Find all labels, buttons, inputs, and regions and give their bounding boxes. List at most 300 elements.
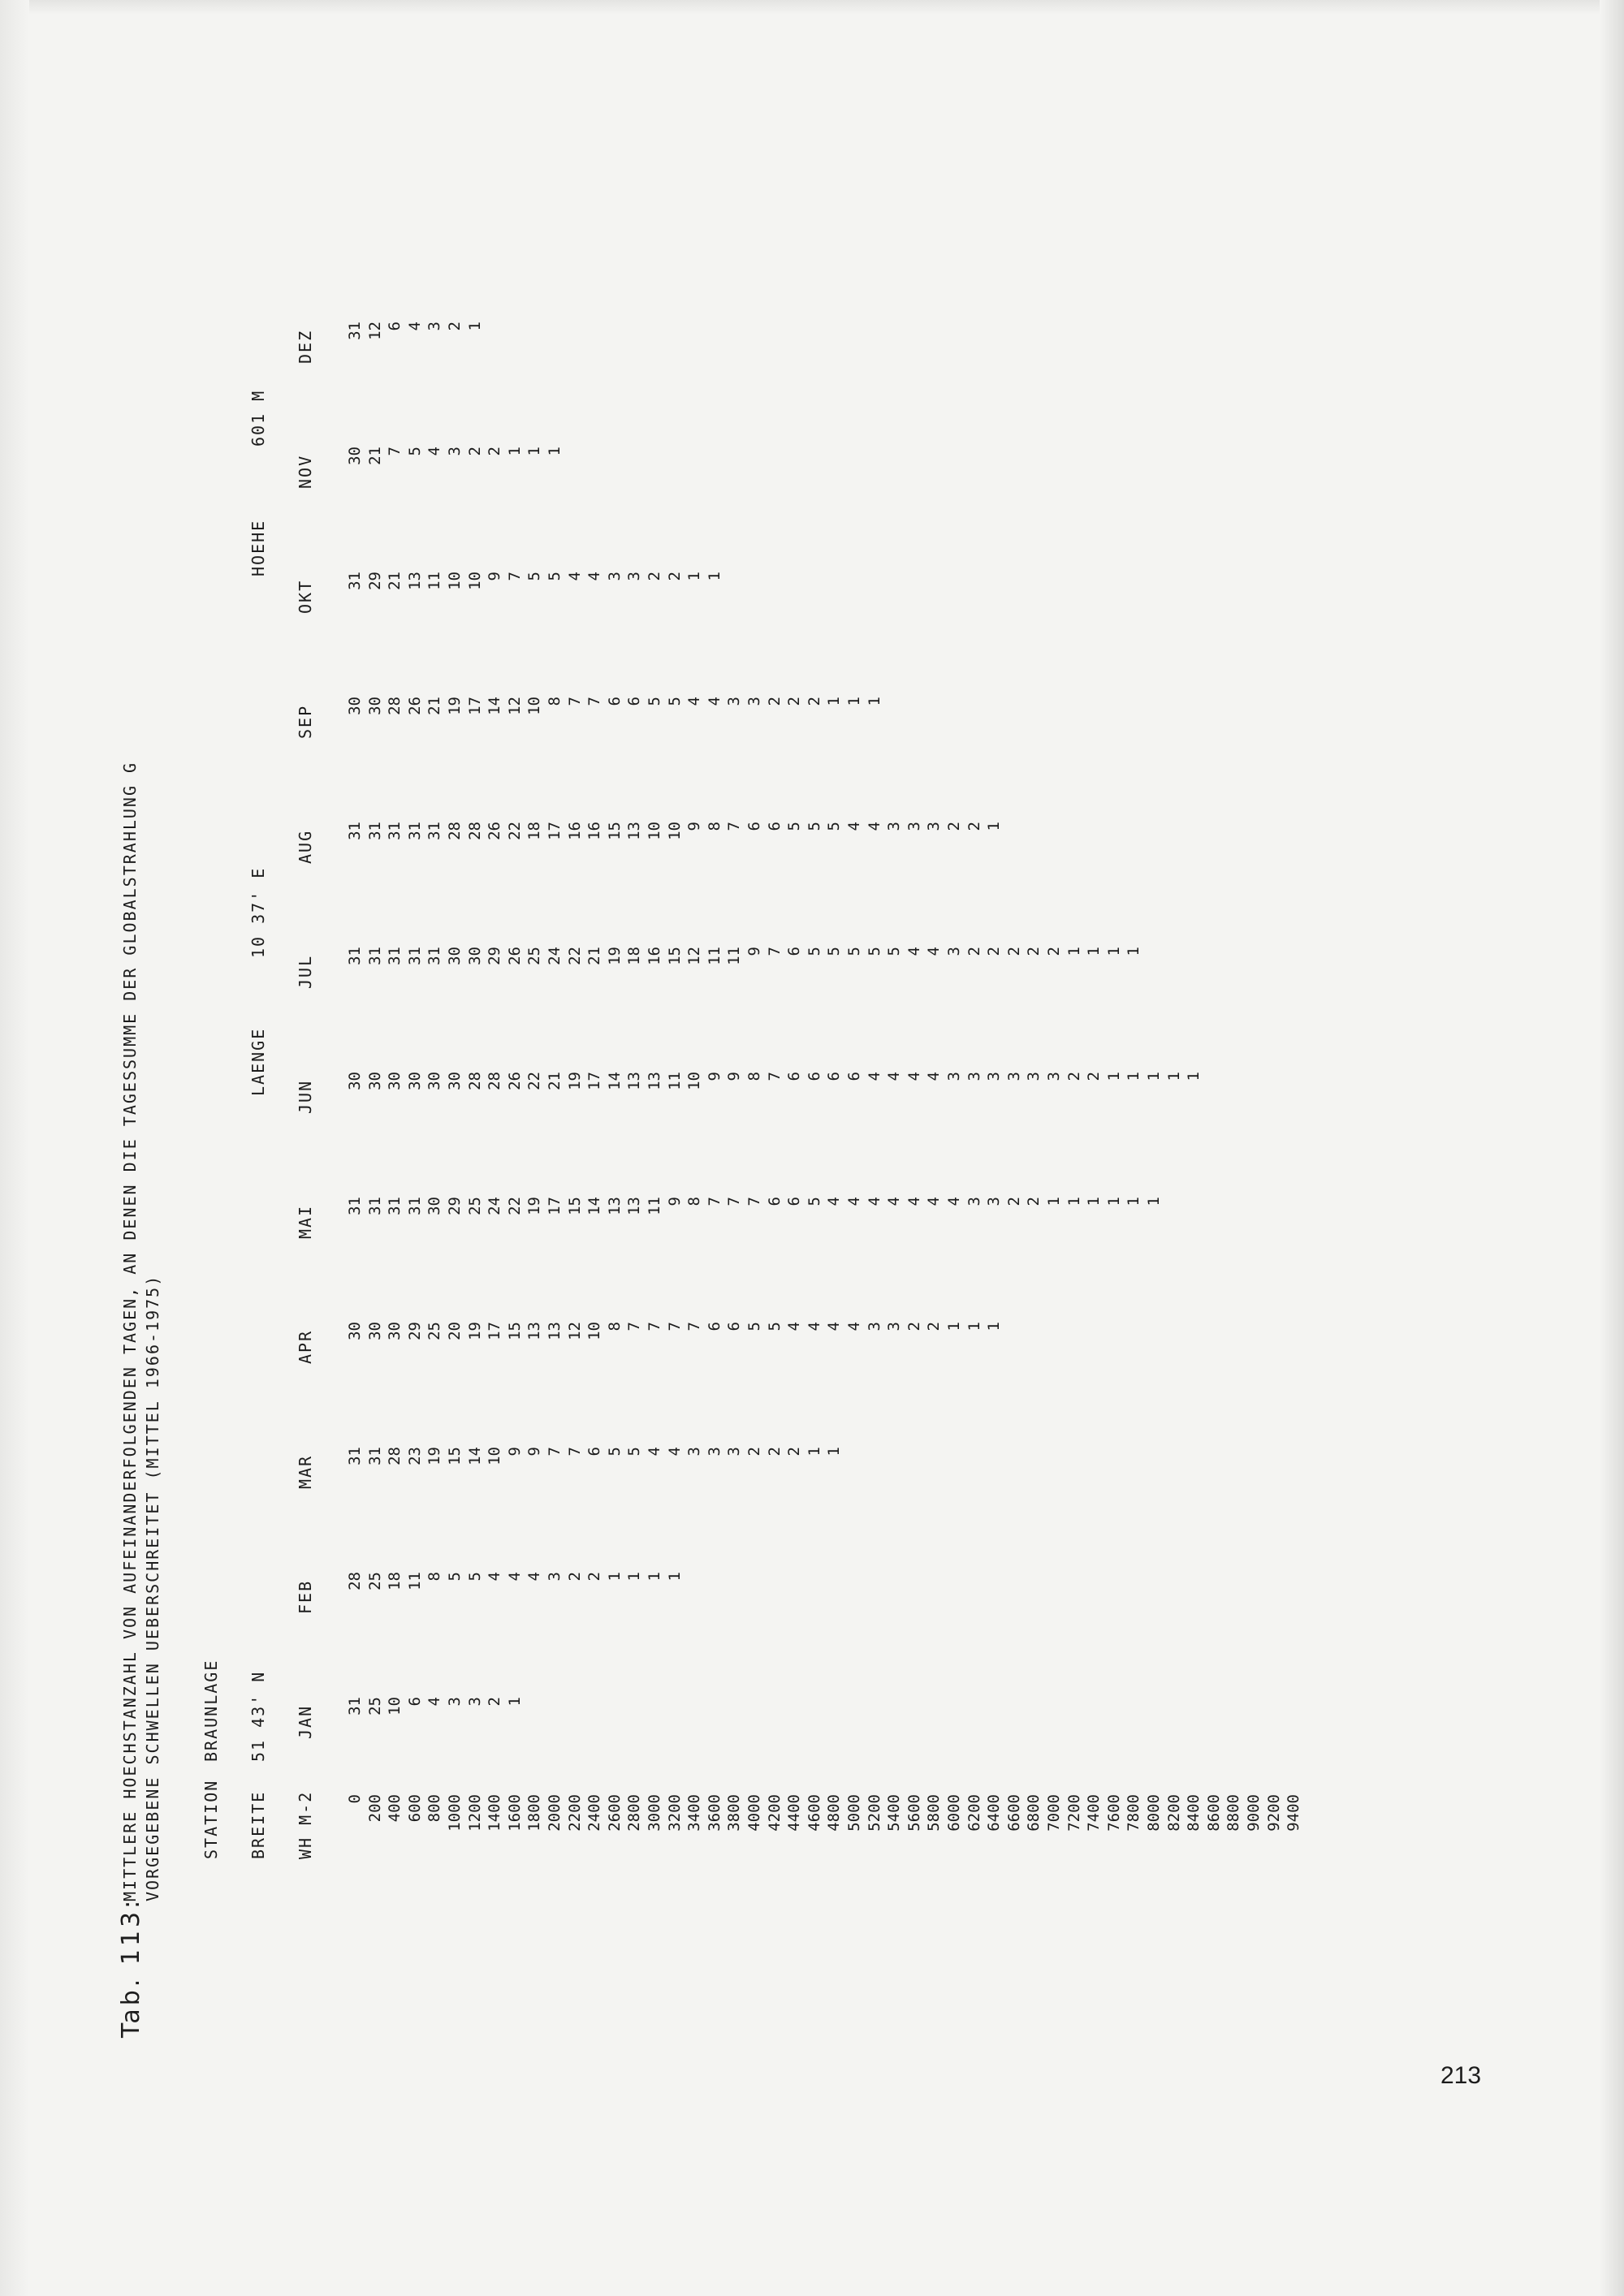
value-cell-mar: 28 xyxy=(386,1447,404,1465)
value-cell-apr: 29 xyxy=(405,1322,424,1340)
value-cell-jul: 19 xyxy=(605,947,624,965)
threshold-cell: 8200 xyxy=(1164,1794,1183,1832)
table-row xyxy=(446,322,467,2038)
threshold-cell: 6800 xyxy=(1025,1794,1043,1832)
value-cell-jul: 11 xyxy=(705,947,723,965)
value-cell-apr: 2 xyxy=(925,1322,944,1331)
value-cell-mar: 5 xyxy=(625,1447,644,1457)
value-cell-sep: 1 xyxy=(825,697,844,706)
table-row xyxy=(1165,414,1186,2038)
value-cell-jul: 18 xyxy=(625,947,644,965)
value-cell-mai: 4 xyxy=(945,1197,963,1206)
value-cell-dez: 31 xyxy=(346,322,364,340)
value-cell-jun: 14 xyxy=(605,1072,624,1090)
value-cell-mai: 4 xyxy=(845,1197,863,1206)
value-cell-mai: 11 xyxy=(646,1197,663,1215)
value-cell-apr: 3 xyxy=(885,1322,904,1331)
month-header-mar: MAR xyxy=(296,1454,315,1489)
table-row xyxy=(1205,414,1226,2038)
value-cell-nov: 1 xyxy=(546,447,564,456)
value-cell-apr: 4 xyxy=(825,1322,844,1331)
table-row xyxy=(465,322,487,2038)
value-cell-jul: 21 xyxy=(585,947,604,965)
value-cell-sep: 6 xyxy=(625,697,644,706)
value-cell-mai: 3 xyxy=(965,1197,983,1206)
value-cell-jun: 3 xyxy=(1045,1072,1063,1081)
value-cell-jul: 2 xyxy=(1025,947,1043,956)
table-row xyxy=(365,322,387,2038)
longitude-label: LAENGE xyxy=(248,1027,268,1096)
value-cell-aug: 28 xyxy=(465,822,484,840)
value-cell-mar: 2 xyxy=(785,1447,804,1457)
table-row xyxy=(486,414,507,2038)
value-cell-nov: 1 xyxy=(525,447,544,456)
value-cell-jul: 16 xyxy=(646,947,663,965)
threshold-cell: 4600 xyxy=(805,1794,823,1832)
value-cell-jan: 3 xyxy=(446,1697,464,1707)
value-cell-jul: 9 xyxy=(745,947,763,956)
value-cell-mar: 10 xyxy=(486,1447,504,1465)
value-cell-apr: 4 xyxy=(805,1322,823,1331)
table-row xyxy=(1245,414,1266,2038)
table-row xyxy=(546,414,567,2038)
scan-edge-left xyxy=(0,0,29,2296)
threshold-cell: 400 xyxy=(386,1794,404,1823)
value-cell-mar: 4 xyxy=(646,1447,663,1457)
value-cell-mai: 15 xyxy=(565,1197,584,1215)
value-cell-jun: 17 xyxy=(585,1072,604,1090)
value-cell-feb: 1 xyxy=(625,1572,644,1582)
value-cell-mai: 7 xyxy=(725,1197,744,1206)
value-cell-nov: 4 xyxy=(425,447,444,456)
threshold-cell: 200 xyxy=(365,1794,384,1823)
value-cell-aug: 2 xyxy=(965,822,983,831)
value-cell-feb: 11 xyxy=(405,1572,424,1590)
table-row xyxy=(845,414,866,2038)
threshold-cell: 5000 xyxy=(845,1794,863,1832)
value-cell-jun: 1 xyxy=(1125,1072,1143,1081)
value-cell-mai: 2 xyxy=(1025,1197,1043,1206)
table-row xyxy=(646,414,667,2038)
value-cell-nov: 30 xyxy=(346,447,364,465)
value-cell-apr: 17 xyxy=(486,1322,504,1340)
value-cell-okt: 5 xyxy=(525,572,544,581)
table-row xyxy=(1265,414,1286,2038)
value-cell-jun: 2 xyxy=(1085,1072,1104,1081)
value-cell-sep: 28 xyxy=(386,697,404,715)
value-cell-jan: 4 xyxy=(425,1697,444,1707)
month-header-jun: JUN xyxy=(296,1079,315,1114)
value-cell-feb: 28 xyxy=(346,1572,364,1590)
threshold-cell: 8000 xyxy=(1145,1794,1163,1832)
month-header-jan: JAN xyxy=(296,1704,315,1739)
value-cell-jun: 11 xyxy=(665,1072,684,1090)
threshold-cell: 800 xyxy=(425,1794,444,1823)
table-row xyxy=(1045,414,1066,2038)
value-cell-sep: 3 xyxy=(745,697,763,706)
threshold-cell: 2600 xyxy=(605,1794,624,1832)
value-cell-jul: 1 xyxy=(1065,947,1083,956)
value-cell-aug: 17 xyxy=(546,822,564,840)
table-row xyxy=(806,414,827,2038)
value-cell-jul: 30 xyxy=(446,947,464,965)
longitude-value: 10 37' E xyxy=(248,866,268,958)
month-header-dez: DEZ xyxy=(296,329,315,364)
threshold-cell: 9200 xyxy=(1264,1794,1283,1832)
value-cell-aug: 6 xyxy=(765,822,784,831)
value-cell-sep: 19 xyxy=(446,697,464,715)
value-cell-mai: 1 xyxy=(1145,1197,1163,1206)
value-cell-mai: 31 xyxy=(365,1197,384,1215)
value-cell-apr: 8 xyxy=(605,1322,624,1331)
value-cell-apr: 30 xyxy=(386,1322,404,1340)
value-cell-jul: 3 xyxy=(945,947,963,956)
value-cell-apr: 30 xyxy=(346,1322,364,1340)
table-row xyxy=(945,414,966,2038)
value-cell-jun: 3 xyxy=(965,1072,983,1081)
value-cell-apr: 4 xyxy=(785,1322,804,1331)
value-cell-aug: 31 xyxy=(405,822,424,840)
value-cell-apr: 7 xyxy=(665,1322,684,1331)
value-cell-apr: 5 xyxy=(765,1322,784,1331)
value-cell-jun: 19 xyxy=(565,1072,584,1090)
threshold-cell: 8400 xyxy=(1185,1794,1203,1832)
month-header-apr: APR xyxy=(296,1329,315,1364)
value-cell-jun: 21 xyxy=(546,1072,564,1090)
value-cell-mai: 17 xyxy=(546,1197,564,1215)
value-cell-sep: 30 xyxy=(346,697,364,715)
value-cell-jun: 10 xyxy=(685,1072,704,1090)
value-cell-sep: 7 xyxy=(565,697,584,706)
value-cell-apr: 1 xyxy=(945,1322,963,1331)
threshold-cell: 8800 xyxy=(1224,1794,1243,1832)
table-row xyxy=(825,414,846,2038)
value-cell-aug: 18 xyxy=(525,822,544,840)
station-label: STATION xyxy=(201,1779,221,1859)
table-title-line-1: MITTLERE HOECHSTANZAHL VON AUFEINANDERFOLGENDEN TAGEN, AN DENEN DIE TAGESSUMME DER GLOBALSTRAHLUNG G xyxy=(120,761,140,1901)
value-cell-mar: 31 xyxy=(365,1447,384,1465)
value-cell-dez: 12 xyxy=(365,322,384,340)
value-cell-mai: 6 xyxy=(785,1197,804,1206)
data-table xyxy=(296,252,1384,2038)
table-row xyxy=(425,322,447,2038)
value-cell-jun: 6 xyxy=(825,1072,844,1081)
table-row xyxy=(985,414,1006,2038)
value-cell-aug: 16 xyxy=(585,822,604,840)
threshold-cell: 7000 xyxy=(1045,1794,1063,1832)
rotated-table-page xyxy=(114,89,1413,2038)
value-cell-apr: 15 xyxy=(505,1322,524,1340)
threshold-cell: 5200 xyxy=(865,1794,883,1832)
table-row xyxy=(925,414,946,2038)
value-cell-apr: 3 xyxy=(865,1322,883,1331)
value-cell-sep: 10 xyxy=(525,697,544,715)
value-cell-jan: 1 xyxy=(505,1697,524,1707)
value-cell-okt: 11 xyxy=(425,572,444,590)
value-cell-apr: 20 xyxy=(446,1322,464,1340)
value-cell-jun: 7 xyxy=(765,1072,784,1081)
value-cell-apr: 5 xyxy=(745,1322,763,1331)
value-cell-nov: 1 xyxy=(505,447,524,456)
value-cell-dez: 1 xyxy=(465,322,484,331)
value-cell-apr: 25 xyxy=(425,1322,444,1340)
value-cell-aug: 4 xyxy=(865,822,883,831)
value-cell-sep: 6 xyxy=(605,697,624,706)
value-cell-jun: 30 xyxy=(365,1072,384,1090)
value-cell-sep: 12 xyxy=(505,697,524,715)
value-cell-jun: 13 xyxy=(646,1072,663,1090)
table-row xyxy=(965,414,987,2038)
value-cell-aug: 31 xyxy=(425,822,444,840)
value-cell-feb: 1 xyxy=(646,1572,663,1582)
table-row xyxy=(606,414,627,2038)
value-cell-aug: 1 xyxy=(985,822,1004,831)
value-cell-dez: 2 xyxy=(446,322,464,331)
value-cell-mai: 3 xyxy=(985,1197,1004,1206)
value-cell-okt: 13 xyxy=(405,572,424,590)
value-cell-mar: 7 xyxy=(546,1447,564,1457)
value-cell-jun: 6 xyxy=(845,1072,863,1081)
table-number: Tab. 113: xyxy=(117,1897,145,2038)
value-cell-sep: 21 xyxy=(425,697,444,715)
value-cell-jul: 5 xyxy=(885,947,904,956)
value-cell-jun: 8 xyxy=(745,1072,763,1081)
threshold-cell: 600 xyxy=(405,1794,424,1823)
table-title-line-2: VORGEGEBENE SCHWELLEN UEBERSCHREITET (MITTEL 1966-1975) xyxy=(143,1274,162,1901)
value-cell-apr: 30 xyxy=(365,1322,384,1340)
value-cell-mai: 2 xyxy=(1004,1197,1023,1206)
value-cell-feb: 5 xyxy=(465,1572,484,1582)
value-cell-sep: 14 xyxy=(486,697,504,715)
altitude-label: HOEHE xyxy=(248,519,268,576)
table-row xyxy=(1005,414,1026,2038)
value-cell-apr: 19 xyxy=(465,1322,484,1340)
value-cell-aug: 6 xyxy=(745,822,763,831)
value-cell-aug: 9 xyxy=(685,822,704,831)
value-cell-jun: 3 xyxy=(1025,1072,1043,1081)
value-cell-mai: 1 xyxy=(1065,1197,1083,1206)
table-row xyxy=(1185,414,1206,2038)
value-cell-aug: 16 xyxy=(565,822,584,840)
value-cell-aug: 5 xyxy=(785,822,804,831)
value-cell-feb: 8 xyxy=(425,1572,444,1582)
value-cell-okt: 9 xyxy=(486,572,504,581)
value-cell-jun: 28 xyxy=(486,1072,504,1090)
month-header-nov: NOV xyxy=(296,454,315,489)
table-row xyxy=(1025,414,1046,2038)
value-cell-dez: 6 xyxy=(386,322,404,331)
value-cell-mar: 9 xyxy=(505,1447,524,1457)
value-cell-sep: 4 xyxy=(705,697,723,706)
value-cell-jul: 4 xyxy=(925,947,944,956)
value-cell-aug: 10 xyxy=(646,822,663,840)
value-cell-aug: 3 xyxy=(925,822,944,831)
threshold-cell: 9000 xyxy=(1245,1794,1263,1832)
table-row xyxy=(1085,414,1106,2038)
value-cell-mar: 9 xyxy=(525,1447,544,1457)
value-cell-mai: 1 xyxy=(1104,1197,1123,1206)
table-row xyxy=(725,414,746,2038)
value-cell-mai: 4 xyxy=(865,1197,883,1206)
value-cell-mar: 3 xyxy=(705,1447,723,1457)
threshold-cell: 6200 xyxy=(965,1794,983,1832)
threshold-cell: 1600 xyxy=(505,1794,524,1832)
value-cell-nov: 3 xyxy=(446,447,464,456)
value-cell-jul: 29 xyxy=(486,947,504,965)
value-cell-jun: 30 xyxy=(405,1072,424,1090)
value-cell-mar: 3 xyxy=(685,1447,704,1457)
threshold-cell: 2400 xyxy=(585,1794,604,1832)
value-cell-jun: 6 xyxy=(805,1072,823,1081)
table-row xyxy=(405,322,427,2038)
threshold-cell: 5400 xyxy=(885,1794,904,1832)
value-cell-jun: 3 xyxy=(1004,1072,1023,1081)
value-cell-mai: 13 xyxy=(625,1197,644,1215)
value-cell-jun: 4 xyxy=(865,1072,883,1081)
value-cell-nov: 7 xyxy=(386,447,404,456)
value-cell-mar: 2 xyxy=(745,1447,763,1457)
value-cell-sep: 2 xyxy=(805,697,823,706)
value-cell-apr: 7 xyxy=(685,1322,704,1331)
value-cell-jan: 3 xyxy=(465,1697,484,1707)
value-cell-feb: 25 xyxy=(365,1572,384,1590)
value-cell-jul: 15 xyxy=(665,947,684,965)
value-cell-aug: 15 xyxy=(605,822,624,840)
station-name: BRAUNLAGE xyxy=(201,1659,221,1762)
value-cell-mai: 29 xyxy=(446,1197,464,1215)
value-cell-jul: 6 xyxy=(785,947,804,956)
value-cell-mar: 19 xyxy=(425,1447,444,1465)
table-row xyxy=(506,414,527,2038)
value-cell-mar: 1 xyxy=(805,1447,823,1457)
table-row xyxy=(785,414,806,2038)
value-cell-okt: 10 xyxy=(446,572,464,590)
value-cell-sep: 5 xyxy=(646,697,663,706)
value-cell-jun: 6 xyxy=(785,1072,804,1081)
value-cell-apr: 10 xyxy=(585,1322,604,1340)
value-cell-jun: 3 xyxy=(945,1072,963,1081)
value-cell-sep: 7 xyxy=(585,697,604,706)
value-cell-okt: 5 xyxy=(546,572,564,581)
threshold-cell: 4400 xyxy=(785,1794,804,1832)
value-cell-okt: 3 xyxy=(625,572,644,581)
value-cell-sep: 26 xyxy=(405,697,424,715)
value-cell-jun: 26 xyxy=(505,1072,524,1090)
table-row xyxy=(1145,414,1166,2038)
value-cell-feb: 4 xyxy=(486,1572,504,1582)
scan-edge-right xyxy=(1600,0,1624,2296)
value-cell-aug: 4 xyxy=(845,822,863,831)
value-cell-jul: 24 xyxy=(546,947,564,965)
value-cell-mai: 19 xyxy=(525,1197,544,1215)
value-cell-jul: 31 xyxy=(386,947,404,965)
threshold-cell: 6000 xyxy=(945,1794,963,1832)
table-row xyxy=(885,414,906,2038)
value-cell-apr: 12 xyxy=(565,1322,584,1340)
table-row xyxy=(745,414,767,2038)
month-header-mai: MAI xyxy=(296,1204,315,1239)
value-cell-apr: 1 xyxy=(985,1322,1004,1331)
value-cell-mai: 9 xyxy=(665,1197,684,1206)
value-cell-mar: 31 xyxy=(346,1447,364,1465)
value-cell-mai: 13 xyxy=(605,1197,624,1215)
threshold-cell: 1400 xyxy=(486,1794,504,1832)
value-cell-mai: 8 xyxy=(685,1197,704,1206)
value-cell-nov: 2 xyxy=(465,447,484,456)
value-cell-aug: 13 xyxy=(625,822,644,840)
table-row xyxy=(585,414,607,2038)
table-row xyxy=(905,414,926,2038)
value-cell-mar: 2 xyxy=(765,1447,784,1457)
value-cell-apr: 13 xyxy=(546,1322,564,1340)
value-cell-jul: 5 xyxy=(845,947,863,956)
table-row xyxy=(766,414,787,2038)
value-cell-jun: 30 xyxy=(446,1072,464,1090)
value-cell-mai: 31 xyxy=(346,1197,364,1215)
value-cell-sep: 1 xyxy=(865,697,883,706)
value-cell-okt: 1 xyxy=(705,572,723,581)
value-cell-jul: 22 xyxy=(565,947,584,965)
value-cell-mai: 24 xyxy=(486,1197,504,1215)
value-cell-aug: 5 xyxy=(825,822,844,831)
page-number: 213 xyxy=(1440,2062,1482,2089)
value-cell-jun: 1 xyxy=(1164,1072,1183,1081)
threshold-cell: 7400 xyxy=(1085,1794,1104,1832)
value-cell-jan: 10 xyxy=(386,1697,404,1716)
threshold-cell: 4800 xyxy=(825,1794,844,1832)
latitude-value: 51 43' N xyxy=(248,1670,268,1762)
value-cell-sep: 17 xyxy=(465,697,484,715)
value-cell-jun: 1 xyxy=(1104,1072,1123,1081)
value-cell-jan: 31 xyxy=(346,1697,364,1716)
value-cell-jul: 5 xyxy=(805,947,823,956)
value-cell-mai: 31 xyxy=(405,1197,424,1215)
value-cell-okt: 29 xyxy=(365,572,384,590)
altitude-value: 601 M xyxy=(248,389,268,447)
threshold-cell: 7600 xyxy=(1104,1794,1123,1832)
value-cell-feb: 18 xyxy=(386,1572,404,1590)
table-row xyxy=(386,322,407,2038)
value-cell-mai: 1 xyxy=(1045,1197,1063,1206)
value-cell-apr: 2 xyxy=(905,1322,923,1331)
value-cell-jul: 2 xyxy=(985,947,1004,956)
value-cell-apr: 7 xyxy=(625,1322,644,1331)
value-cell-mar: 7 xyxy=(565,1447,584,1457)
value-cell-jul: 2 xyxy=(1045,947,1063,956)
value-cell-nov: 5 xyxy=(405,447,424,456)
latitude-label: BREITE xyxy=(248,1790,268,1859)
value-cell-jan: 6 xyxy=(405,1697,424,1707)
value-cell-jun: 3 xyxy=(985,1072,1004,1081)
threshold-cell: 6600 xyxy=(1004,1794,1023,1832)
value-cell-apr: 7 xyxy=(646,1322,663,1331)
threshold-header: WH M-2 xyxy=(296,1790,315,1859)
threshold-cell: 1200 xyxy=(465,1794,484,1832)
value-cell-jul: 31 xyxy=(346,947,364,965)
threshold-cell: 6400 xyxy=(985,1794,1004,1832)
value-cell-jun: 22 xyxy=(525,1072,544,1090)
value-cell-mai: 1 xyxy=(1125,1197,1143,1206)
value-cell-sep: 30 xyxy=(365,697,384,715)
value-cell-jul: 1 xyxy=(1085,947,1104,956)
value-cell-sep: 2 xyxy=(785,697,804,706)
table-row xyxy=(346,322,367,2038)
value-cell-jun: 1 xyxy=(1145,1072,1163,1081)
month-header-okt: OKT xyxy=(296,579,315,614)
threshold-cell: 8600 xyxy=(1204,1794,1223,1832)
value-cell-aug: 31 xyxy=(386,822,404,840)
value-cell-mai: 31 xyxy=(386,1197,404,1215)
